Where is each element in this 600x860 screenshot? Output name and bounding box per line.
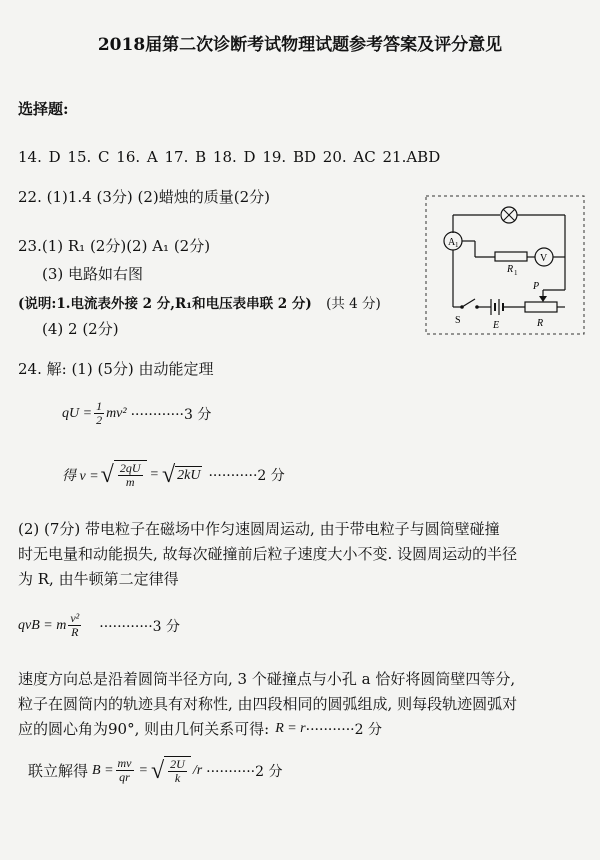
eq4-den: qr [119,770,130,784]
eq4-prefix: 联立解得 [28,762,89,780]
eq4-score: ···········2 分 [206,763,283,780]
eq4-equals: = [138,762,148,778]
resistor-r1-label: R [507,264,514,275]
switch-label: S [455,315,461,326]
part2-geometry-line2: 粒子在圆筒内的轨迹具有对称性, 由四段相同的圆弧组成, 则每段轨迹圆弧对 [18,695,518,713]
circuit-diagram [425,195,585,335]
eq2-sqrt2-body: 2kU [177,467,201,483]
switch-symbol [462,299,475,307]
eq2-fraction [118,462,143,489]
geometry-equation: R = r [275,720,306,736]
resistor-r1-symbol [495,252,527,261]
geometry-text: 应的圆心角为90°, 则由几何关系可得: [18,720,270,738]
resistor-r1-label-sub: 1 [514,269,518,277]
eq4-sqrt-num: 2U [170,757,185,771]
eq1-left: qU = [62,405,93,421]
eq2-equals: = [149,466,159,482]
sqrt-sign-icon: √ [100,461,114,488]
equation-final-result [28,756,282,785]
eq4-num: mv [117,756,132,770]
equation-velocity [62,460,285,489]
eq1-frac-den: 2 [96,413,103,427]
circuit-border [426,196,584,334]
ammeter-label-sub: 1 [455,241,459,249]
question-22-answer: 22. (1)1.4 (3分) (2)蜡烛的质量(2分) [18,188,271,206]
eq1-fraction [94,400,104,427]
question-23-note-tail: (共 4 分) [326,296,381,312]
equation-kinetic-energy [62,400,211,427]
question-23-line4: (4) 2 (2分) [42,320,119,338]
question-23-note-bold: (说明:1.电流表外接 2 分,R₁和电压表串联 2 分) [18,296,312,312]
part2-geometry-line3 [18,718,382,739]
eq1-right: mv² [106,405,127,421]
battery-label: E [493,320,500,331]
eq4-sqrt-den: k [174,771,181,785]
eq3-fraction [68,612,81,639]
eq4-tail: /r [192,762,203,778]
sqrt-sign-icon: √ [161,461,176,488]
ammeter-label: A [448,237,456,248]
sqrt-sign-icon: √ [150,757,165,784]
part2-paragraph-line1: (2) (7分) 带电粒子在磁场中作匀速圆周运动, 由于带电粒子与圆筒壁碰撞 [18,520,500,538]
section-choice-heading: 选择题: [18,100,69,118]
eq2-sqrt-num: 2qU [119,461,141,475]
part2-paragraph-line2: 时无电量和动能损失, 故每次碰撞前后粒子速度大小不变. 设圆周运动的半径 [18,545,518,563]
eq2-sqrt [101,460,147,489]
eq4-sqrt [151,756,191,785]
question-23-line2: (3) 电路如右图 [42,265,144,283]
eq2-sqrt2 [162,463,203,487]
eq3-num: v² [70,611,80,625]
part2-geometry-line1: 速度方向总是沿着圆筒半径方向, 3 个碰撞点与小孔 a 恰好将圆筒壁四等分, [18,670,516,688]
geometry-score: ···········2 分 [305,721,382,738]
rheostat-symbol [525,302,557,312]
eq1-frac-num: 1 [96,399,103,413]
question-24-heading: 24. 解: (1) (5分) 由动能定理 [18,360,214,378]
eq3-left: qvB = m [18,617,67,633]
eq2-score: ···········2 分 [208,467,285,484]
slider-label: P [533,281,540,292]
question-23-note [18,292,381,312]
rheostat-label: R [537,318,544,329]
eq4-sqrt-fraction [168,758,187,785]
eq1-score: ············3 分 [130,406,212,423]
page-title: 2018届第二次诊断考试物理试题参考答案及评分意见 [97,35,503,55]
eq3-den: R [71,625,79,639]
eq4-fraction [116,757,134,784]
voltmeter-label: V [540,253,548,264]
equation-newton-second-law [18,612,180,639]
eq2-prefix: 得 v = [62,468,99,484]
slider-arrow-icon [539,296,547,302]
eq2-sqrt-den: m [125,475,135,489]
eq3-score: ············3 分 [99,618,181,635]
part2-paragraph-line3: 为 R, 由牛顿第二定律得 [18,570,179,588]
question-23-line1: 23.(1) R₁ (2分)(2) A₁ (2分) [18,237,211,255]
choice-answers: 14. D 15. C 16. A 17. B 18. D 19. BD 20. AC 21.ABD [18,148,441,166]
eq4-left: B = [92,762,114,778]
